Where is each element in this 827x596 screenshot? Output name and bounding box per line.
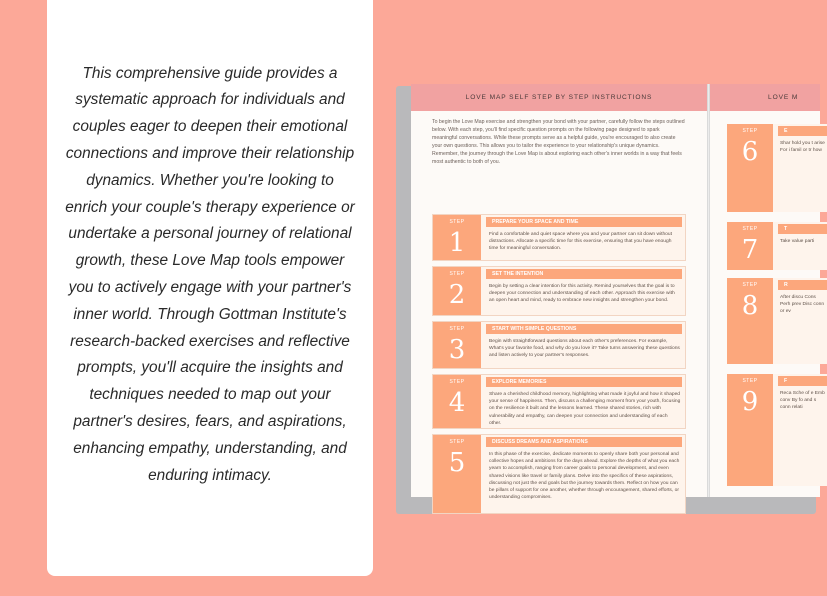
- step-label: STEP: [742, 128, 758, 134]
- step-text: Begin by setting a clear intention for this activity. Remind yourselves that the goal is to deepen your connection and understanding of each other. Approach this exercise with an open heart and mind, ready to embrace new insights and strengthen your bond.: [489, 284, 675, 304]
- step-title: R: [778, 280, 827, 290]
- step-title: START WITH SIMPLE QUESTIONS: [486, 324, 682, 334]
- step-9: [727, 374, 827, 486]
- step-label: STEP: [449, 271, 465, 277]
- step-number: 1: [448, 228, 466, 258]
- step-text: Find a comfortable and quiet space where you and your partner can sit down without distractions. Allocate a specific time for this exercise, ensuring that you have enough time for meaningful conversation.: [489, 232, 672, 252]
- step-number-box: [727, 222, 773, 270]
- step-number-box: [433, 435, 481, 513]
- step-label: STEP: [449, 326, 465, 332]
- step-3: [432, 321, 686, 369]
- step-1: [432, 214, 686, 261]
- step-title: SET THE INTENTION: [486, 269, 682, 279]
- description-text: This comprehensive guide provides a systematic approach for individuals and couples eager to deepen their emotional connections and improve their relationship dynamics. Whether you're looking to enrich your couple's therapy experience or undertake a personal journey of relational growth, these Love Map tools empower you to actively engage with your partner's inner world. Through Gottman Institute's research-backed exercises and reflective prompts, you'll acquire the insights and techniques needed to map out your partner's desires, fears, and aspirations, enhancing empathy, understanding, and enduring intimacy.: [65, 64, 355, 484]
- step-number-box: [727, 278, 773, 364]
- step-text: Reca Sche of e Emb conv By fo and s conn relati: [780, 391, 825, 411]
- step-title: PREPARE YOUR SPACE AND TIME: [486, 217, 682, 227]
- intro-paragraph: To begin the Love Map exercise and strengthen your bond with your partner, carefully follow the steps outlined below. With each step, you'll find specific question prompts on the following page designed to spark meaningful conversations. While these prompts serve as a helpful guide, you're encouraged to also create your own questions. This allows you to tailor the experience to your relationship's unique dynamics. Remember, the journey through the Love Map is about exploring each other's inner worlds in a way that feels most authentic to both of you.: [432, 119, 685, 166]
- step-text: After discu Cons Perh prev Disc conn or ev: [780, 295, 825, 315]
- step-number-box: [727, 374, 773, 486]
- step-title: E: [778, 126, 827, 136]
- step-title: T: [778, 224, 827, 234]
- step-text: In this phase of the exercise, dedicate moments to openly share both your personal and collective hopes and ambitions for the days ahead. Explore the depths of what you each yearn to accomplish, ranging from career goals to personal development, and even shared visions like travel or family plans. Delve into the specifics of these aspirations, discussing not just the end goals but the journey towards them. Reflect on how you can be pillars of support for one another, whether through encouragement, shared efforts, or understanding compromises.: [489, 452, 680, 501]
- step-5: [432, 434, 686, 514]
- step-text: Share a cherished childhood memory, highlighting what made it joyful and how it shaped your sense of happiness. Then, discuss a challenging moment from your youth, focusing on the resilience it built and the lessons learned. These shared stories, rich with vulnerability and empathy, can deepen your connection and understanding of each other.: [489, 392, 681, 426]
- step-number: 8: [741, 291, 759, 321]
- step-number-box: [727, 124, 773, 212]
- step-title: F: [778, 376, 827, 386]
- description-card: [47, 0, 373, 576]
- step-8: [727, 278, 827, 364]
- step-7: [727, 222, 827, 270]
- step-number: 9: [741, 387, 759, 417]
- step-label: STEP: [742, 378, 758, 384]
- step-number: 4: [448, 388, 466, 418]
- step-text: Begin with straightforward questions about each other's preferences. For example, What's your favorite food, and why do you love it? Take turns answering these questions and listen actively to your partner's responses.: [489, 339, 680, 359]
- step-title: EXPLORE MEMORIES: [486, 377, 682, 387]
- step-label: STEP: [449, 439, 465, 445]
- step-title: DISCUSS DREAMS AND ASPIRATIONS: [486, 437, 682, 447]
- step-number: 2: [448, 280, 466, 310]
- step-number-box: [433, 267, 481, 315]
- right-page: [710, 84, 825, 497]
- left-page-header: LOVE MAP SELF STEP BY STEP INSTRUCTIONS: [411, 84, 707, 111]
- step-number-box: [433, 375, 481, 428]
- step-2: [432, 266, 686, 316]
- step-6: [727, 124, 827, 212]
- step-number-box: [433, 322, 481, 368]
- step-label: STEP: [742, 226, 758, 232]
- step-text: Shar hold you t arise For i famil or tr how: [780, 141, 825, 154]
- step-4: [432, 374, 686, 429]
- step-number: 6: [741, 137, 759, 167]
- step-label: STEP: [449, 379, 465, 385]
- step-number: 7: [741, 235, 759, 265]
- left-page: [411, 84, 707, 501]
- step-number-box: [433, 215, 481, 260]
- step-number: 5: [448, 448, 466, 478]
- right-page-header: LOVE M: [710, 84, 820, 111]
- step-label: STEP: [449, 219, 465, 225]
- step-label: STEP: [742, 282, 758, 288]
- step-number: 3: [448, 335, 466, 365]
- step-text: Take value parti: [780, 239, 815, 244]
